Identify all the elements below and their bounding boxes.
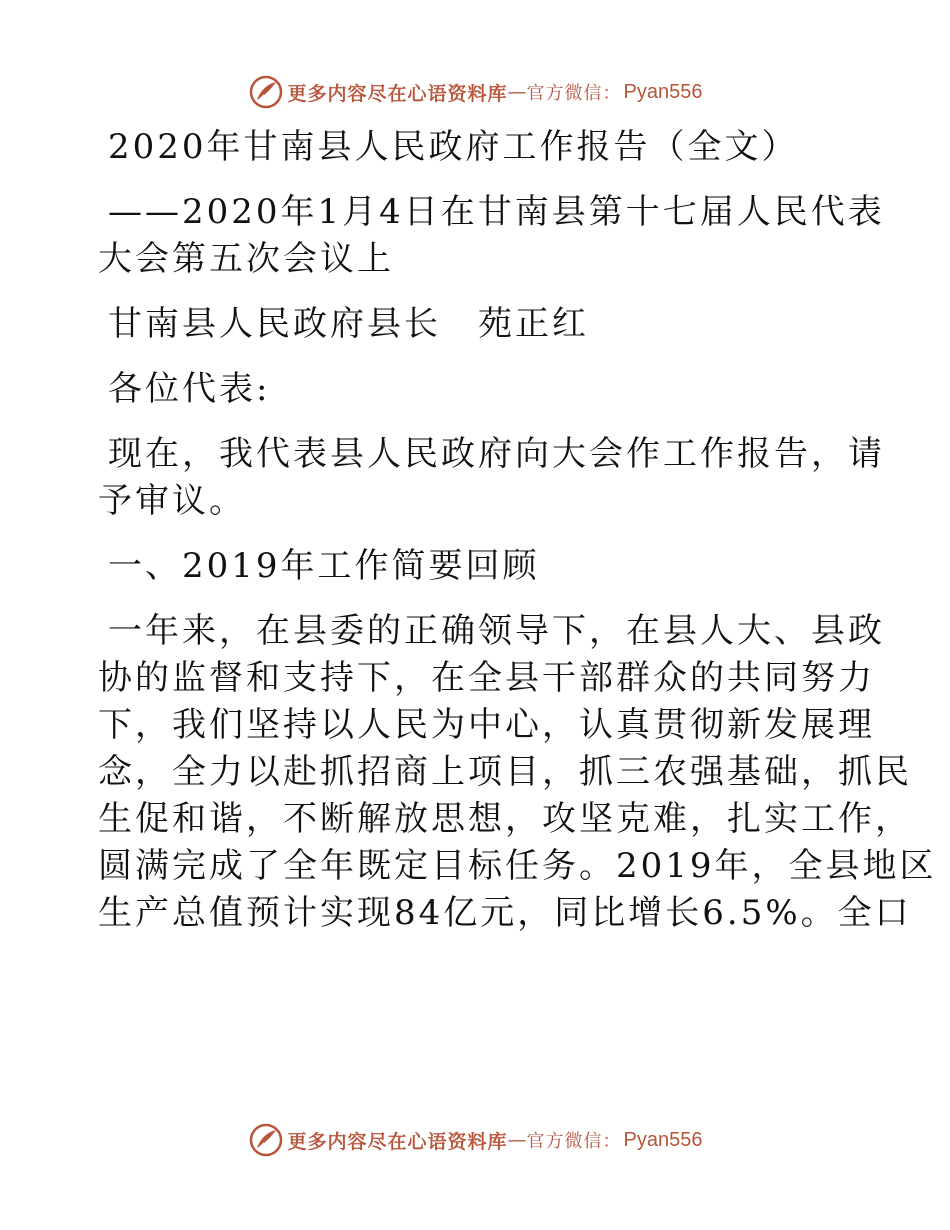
body-line: 生产总值预计实现84亿元，同比增长6.5%。全口 [98, 893, 912, 933]
watermark-banner-top [0, 72, 950, 112]
intro-line: 予审议。 [98, 481, 246, 521]
body-line: 协的监督和支持下，在全县干部群众的共同努力 [98, 658, 875, 698]
quill-logo-icon [248, 74, 284, 110]
watermark-separator: — [507, 81, 527, 103]
quill-logo-icon [248, 1122, 284, 1158]
watermark-banner-bottom [0, 1120, 950, 1160]
watermark-separator: — [507, 1129, 527, 1151]
document-title: 2020年甘南县人民政府工作报告（全文） [108, 127, 799, 167]
document-subtitle [98, 189, 885, 283]
body-line: 圆满完成了全年既定目标任务。2019年，全县地区 [98, 846, 937, 886]
document-author: 甘南县人民政府县长 苑正红 [108, 304, 589, 344]
subtitle-line: 大会第五次会议上 [98, 239, 394, 279]
body-line: 念，全力以赴抓招商上项目，抓三农强基础，抓民 [98, 752, 912, 792]
intro-paragraph [98, 431, 885, 525]
body-paragraph [98, 608, 937, 937]
document-body [98, 124, 937, 937]
watermark-brand-text: 更多内容尽在心语资料库 [287, 82, 508, 105]
watermark-wechat-id: Pyan556 [623, 1128, 703, 1151]
watermark-official-label: 官方微信： [526, 1131, 622, 1152]
watermark-wechat-id: Pyan556 [623, 80, 703, 103]
section-heading: 一、2019年工作简要回顾 [108, 546, 540, 586]
watermark-brand-text: 更多内容尽在心语资料库 [287, 1130, 508, 1153]
intro-line: 现在，我代表县人民政府向大会作工作报告，请 [108, 434, 885, 474]
body-line: 一年来，在县委的正确领导下，在县人大、县政 [108, 611, 885, 651]
subtitle-line: ——2020年1月4日在甘南县第十七届人民代表 [108, 192, 885, 232]
body-line: 下，我们坚持以人民为中心，认真贯彻新发展理 [98, 705, 875, 745]
document-salutation: 各位代表: [108, 369, 271, 409]
body-line: 生促和谐，不断解放思想，攻坚克难，扎实工作， [98, 799, 912, 839]
watermark-official-label: 官方微信： [526, 83, 622, 104]
